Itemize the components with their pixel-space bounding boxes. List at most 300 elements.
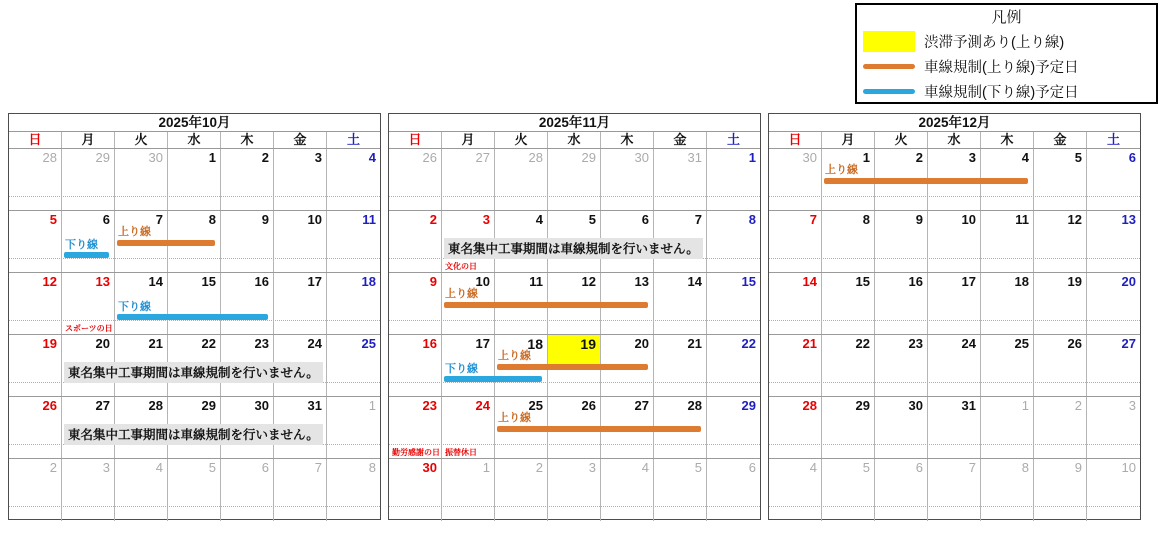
day-cell: [1087, 459, 1140, 521]
day-cell: [389, 335, 442, 396]
legend-items: [857, 29, 1156, 104]
lane-bar-label: 下り線: [64, 239, 98, 251]
date-number: 29: [855, 398, 870, 413]
date-number: 17: [961, 274, 976, 289]
date-number: 6: [641, 212, 649, 227]
day-cell: [9, 149, 62, 210]
lane-restriction-bar-up: [444, 302, 648, 308]
date-number: 30: [254, 398, 269, 413]
week-row: [769, 397, 1140, 459]
weekday-header-row: [769, 132, 1140, 149]
day-cell: [707, 335, 760, 396]
date-number: 1: [368, 398, 376, 413]
holiday-strip-divider: [769, 444, 1140, 445]
day-cell: [707, 211, 760, 272]
day-header-sun: 日: [389, 132, 442, 148]
month-title: 2025年12月: [769, 114, 1140, 132]
day-cell: [495, 459, 548, 521]
date-number: 3: [102, 460, 110, 475]
date-number: 14: [148, 274, 163, 289]
day-cell: [981, 335, 1034, 396]
day-cell: [769, 459, 822, 521]
day-cell: [707, 459, 760, 521]
day-cell: [601, 149, 654, 210]
date-number: 22: [201, 336, 216, 351]
day-cell: [1034, 335, 1087, 396]
holiday-note: 勤労感謝の日: [392, 448, 440, 457]
date-number: 1: [1021, 398, 1029, 413]
week-row: [389, 335, 760, 397]
congestion-swatch-icon: [863, 31, 915, 52]
day-cell: [654, 335, 707, 396]
lane-restriction-bar-up: [497, 426, 701, 432]
legend-title: 凡例: [991, 9, 1022, 26]
day-cell: [928, 459, 981, 521]
lane-bar-label: 下り線: [444, 363, 478, 375]
date-number: 26: [581, 398, 596, 413]
date-number: 12: [1067, 212, 1082, 227]
holiday-strip-divider: [9, 258, 380, 259]
day-cell: [168, 273, 221, 334]
day-cell: [769, 273, 822, 334]
day-cell: [707, 397, 760, 458]
date-number: 24: [961, 336, 976, 351]
week-row: [769, 211, 1140, 273]
day-cell: [875, 397, 928, 458]
week-cells: [389, 459, 760, 521]
day-cell: [654, 273, 707, 334]
day-cell: [548, 149, 601, 210]
date-number: 6: [102, 212, 110, 227]
day-cell: [928, 397, 981, 458]
day-cell: [981, 211, 1034, 272]
day-cell: [1034, 273, 1087, 334]
legend-item: [863, 79, 1156, 104]
date-number: 20: [634, 336, 649, 351]
day-cell: [981, 459, 1034, 521]
date-number: 26: [422, 150, 437, 165]
month-title: 2025年11月: [389, 114, 760, 132]
day-cell: [875, 273, 928, 334]
date-number: 17: [475, 336, 490, 351]
date-number: 29: [95, 150, 110, 165]
date-number: 2: [915, 150, 923, 165]
date-number: 16: [254, 274, 269, 289]
day-cell: [1034, 149, 1087, 210]
day-header-thu: 木: [221, 132, 274, 148]
notice-banner: 東名集中工事期間は車線規制を行いません。: [64, 424, 323, 445]
week-row: [389, 397, 760, 459]
date-number: 28: [42, 150, 57, 165]
date-number: 2: [429, 212, 437, 227]
lane-restriction-bar-down: [444, 376, 542, 382]
date-number: 18: [527, 336, 543, 352]
month-calendar: [8, 113, 381, 520]
holiday-strip-divider: [769, 196, 1140, 197]
week-cells: [769, 335, 1140, 396]
legend-item: [863, 54, 1156, 79]
day-header-sun: 日: [9, 132, 62, 148]
lane-bar-label: 上り線: [117, 226, 151, 238]
date-number: 6: [748, 460, 756, 475]
date-number: 15: [201, 274, 216, 289]
day-cell: [327, 211, 380, 272]
lane-restriction-bar-down: [117, 314, 268, 320]
lane-bar-label: 下り線: [117, 301, 151, 313]
day-cell: [62, 149, 115, 210]
day-cell: [221, 459, 274, 521]
week-row: [9, 211, 380, 273]
date-number: 28: [528, 150, 543, 165]
day-cell: [274, 149, 327, 210]
date-number: 10: [1121, 460, 1136, 475]
month-calendar: [768, 113, 1141, 520]
lane-restriction-bar-down: [64, 252, 109, 258]
date-number: 23: [908, 336, 923, 351]
week-cells: [9, 459, 380, 521]
date-number: 30: [422, 460, 437, 475]
holiday-strip-divider: [389, 196, 760, 197]
legend-item: [863, 29, 1156, 54]
day-cell: [1087, 211, 1140, 272]
week-row: [769, 459, 1140, 521]
weekday-header-row: [389, 132, 760, 149]
date-number: 13: [1121, 212, 1136, 227]
date-number: 28: [802, 398, 817, 413]
lane-bar-label: 上り線: [824, 164, 858, 176]
date-number: 16: [908, 274, 923, 289]
date-number: 4: [641, 460, 649, 475]
day-header-tue: 火: [875, 132, 928, 148]
day-cell: [822, 273, 875, 334]
date-number: 30: [908, 398, 923, 413]
day-cell: [981, 397, 1034, 458]
date-number: 10: [961, 212, 976, 227]
day-cell: [1087, 397, 1140, 458]
week-row: [9, 273, 380, 335]
date-number: 2: [1074, 398, 1082, 413]
date-number: 10: [307, 212, 322, 227]
week-row: [389, 459, 760, 521]
day-header-fri: 金: [1034, 132, 1087, 148]
day-cell: [9, 335, 62, 396]
day-header-tue: 火: [495, 132, 548, 148]
week-cells: [769, 211, 1140, 272]
day-header-thu: 木: [981, 132, 1034, 148]
day-cell: [875, 459, 928, 521]
day-cell: [389, 459, 442, 521]
day-cell: [62, 459, 115, 521]
date-number: 24: [475, 398, 490, 413]
day-cell: [601, 459, 654, 521]
date-number: 12: [581, 274, 596, 289]
week-row: [769, 273, 1140, 335]
date-number: 18: [1014, 274, 1029, 289]
date-number: 28: [148, 398, 163, 413]
date-number: 24: [307, 336, 322, 351]
date-number: 28: [687, 398, 702, 413]
week-row: [769, 335, 1140, 397]
date-number: 11: [529, 274, 543, 289]
date-number: 31: [687, 150, 702, 165]
date-number: 5: [49, 212, 57, 227]
day-cell: [822, 335, 875, 396]
date-number: 30: [148, 150, 163, 165]
month-title: 2025年10月: [9, 114, 380, 132]
day-cell: [221, 273, 274, 334]
legend-item-label: 車線規制(上り線)予定日: [924, 60, 1079, 76]
holiday-note: 文化の日: [444, 262, 477, 271]
date-number: 22: [855, 336, 870, 351]
date-number: 30: [802, 150, 817, 165]
day-cell: [274, 273, 327, 334]
day-header-sat: 土: [726, 132, 740, 147]
week-row: [389, 273, 760, 335]
day-header-fri: 金: [654, 132, 707, 148]
date-number: 5: [208, 460, 216, 475]
date-number: 9: [1074, 460, 1082, 475]
day-cell: [769, 335, 822, 396]
date-number: 1: [482, 460, 490, 475]
date-number: 29: [201, 398, 216, 413]
holiday-strip-divider: [389, 506, 760, 507]
date-number: 27: [95, 398, 110, 413]
week-row: [389, 149, 760, 211]
date-number: 19: [1067, 274, 1082, 289]
date-number: 2: [535, 460, 543, 475]
date-number: 6: [1128, 150, 1136, 165]
lane-bar-label: 上り線: [497, 350, 531, 362]
day-cell: [168, 459, 221, 521]
week-cells: [769, 273, 1140, 334]
day-cell: [654, 149, 707, 210]
date-number: 9: [429, 274, 437, 289]
date-number: 14: [802, 274, 817, 289]
day-cell: [769, 397, 822, 458]
day-header-sat: 土: [346, 132, 360, 147]
day-cell: [928, 273, 981, 334]
date-number: 21: [802, 336, 817, 351]
day-header-mon: 月: [62, 132, 115, 148]
date-number: 4: [535, 212, 543, 227]
date-number: 18: [361, 274, 376, 289]
date-number: 27: [1121, 336, 1136, 351]
holiday-strip-divider: [769, 320, 1140, 321]
day-header-sun: 日: [769, 132, 822, 148]
date-number: 22: [741, 336, 756, 351]
day-header-sat: 土: [1106, 132, 1120, 147]
date-number: 26: [42, 398, 57, 413]
date-number: 7: [968, 460, 976, 475]
up-line-swatch-icon: [863, 64, 915, 69]
date-number: 23: [422, 398, 437, 413]
date-number: 4: [368, 150, 376, 165]
date-number: 25: [528, 398, 543, 413]
holiday-strip-divider: [9, 196, 380, 197]
day-cell: [981, 273, 1034, 334]
day-cell: [9, 459, 62, 521]
week-row: [769, 149, 1140, 211]
lane-restriction-bar-up: [497, 364, 648, 370]
day-cell: [769, 211, 822, 272]
day-header-wed: 水: [548, 132, 601, 148]
date-number: 15: [741, 274, 756, 289]
date-number: 25: [361, 336, 376, 351]
date-number: 17: [307, 274, 322, 289]
date-number: 13: [95, 274, 110, 289]
day-cell: [327, 459, 380, 521]
day-cell: [9, 397, 62, 458]
date-number: 1: [862, 150, 870, 165]
holiday-note: スポーツの日: [64, 324, 113, 333]
date-number: 20: [1121, 274, 1136, 289]
day-cell: [1034, 397, 1087, 458]
date-number: 2: [261, 150, 269, 165]
day-cell: [548, 459, 601, 521]
day-cell: [9, 211, 62, 272]
week-cells: [769, 397, 1140, 458]
date-number: 27: [475, 150, 490, 165]
day-cell: [221, 149, 274, 210]
date-number: 20: [95, 336, 110, 351]
holiday-strip-divider: [389, 444, 760, 445]
date-number: 8: [368, 460, 376, 475]
date-number: 6: [915, 460, 923, 475]
day-cell: [1034, 459, 1087, 521]
day-cell: [9, 273, 62, 334]
holiday-strip-divider: [389, 320, 760, 321]
date-number: 21: [148, 336, 163, 351]
lane-restriction-bar-up: [117, 240, 215, 246]
week-row: [389, 211, 760, 273]
day-cell: [875, 335, 928, 396]
date-number: 4: [1021, 150, 1029, 165]
week-row: [9, 397, 380, 459]
date-number: 31: [307, 398, 322, 413]
date-number: 7: [314, 460, 322, 475]
legend-item-label: 渋滞予測あり(上り線): [924, 35, 1065, 51]
week-cells: [9, 149, 380, 210]
day-cell: [707, 273, 760, 334]
date-number: 5: [588, 212, 596, 227]
date-number: 9: [261, 212, 269, 227]
day-cell: [389, 149, 442, 210]
date-number: 12: [42, 274, 57, 289]
day-cell: [221, 211, 274, 272]
day-cell: [1087, 273, 1140, 334]
lane-bar-label: 上り線: [444, 288, 478, 300]
down-line-swatch-icon: [863, 89, 915, 94]
notice-banner: 東名集中工事期間は車線規制を行いません。: [444, 238, 703, 259]
date-number: 5: [1074, 150, 1082, 165]
day-cell: [327, 273, 380, 334]
date-number: 4: [155, 460, 163, 475]
day-header-thu: 木: [601, 132, 654, 148]
day-cell: [274, 211, 327, 272]
day-cell: [115, 459, 168, 521]
date-number: 7: [155, 212, 163, 227]
legend-box: [855, 3, 1158, 104]
day-cell: [442, 459, 495, 521]
day-cell: [389, 273, 442, 334]
date-number: 1: [208, 150, 216, 165]
date-number: 29: [741, 398, 756, 413]
date-number: 3: [314, 150, 322, 165]
day-cell: [769, 149, 822, 210]
month-calendar: [388, 113, 761, 520]
week-row: [9, 459, 380, 521]
day-header-mon: 月: [822, 132, 875, 148]
date-number: 3: [968, 150, 976, 165]
date-number: 15: [855, 274, 870, 289]
date-number: 2: [49, 460, 57, 475]
date-number: 10: [475, 274, 490, 289]
date-number: 7: [809, 212, 817, 227]
day-cell: [822, 397, 875, 458]
day-cell: [389, 211, 442, 272]
holiday-strip-divider: [769, 506, 1140, 507]
day-cell: [274, 459, 327, 521]
day-header-wed: 水: [928, 132, 981, 148]
date-number: 8: [208, 212, 216, 227]
day-header-wed: 水: [168, 132, 221, 148]
weekday-header-row: [9, 132, 380, 149]
date-number: 8: [862, 212, 870, 227]
holiday-strip-divider: [9, 320, 380, 321]
date-number: 8: [1021, 460, 1029, 475]
day-cell: [928, 211, 981, 272]
day-cell: [327, 397, 380, 458]
week-row: [9, 149, 380, 211]
week-row: [9, 335, 380, 397]
legend-item-label: 車線規制(下り線)予定日: [924, 85, 1079, 101]
date-number: 21: [687, 336, 702, 351]
date-number: 27: [634, 398, 649, 413]
day-cell: [327, 335, 380, 396]
notice-banner: 東名集中工事期間は車線規制を行いません。: [64, 362, 323, 383]
day-cell: [495, 149, 548, 210]
day-cell: [327, 149, 380, 210]
date-number: 30: [634, 150, 649, 165]
date-number: 11: [1015, 212, 1029, 227]
day-header-fri: 金: [274, 132, 327, 148]
date-number: 5: [862, 460, 870, 475]
day-cell: [1087, 335, 1140, 396]
date-number: 29: [581, 150, 596, 165]
lane-bar-label: 上り線: [497, 412, 531, 424]
day-cell: [822, 211, 875, 272]
holiday-strip-divider: [769, 258, 1140, 259]
day-cell: [442, 149, 495, 210]
holiday-note: 振替休日: [444, 448, 477, 457]
date-number: 5: [694, 460, 702, 475]
week-cells: [389, 149, 760, 210]
date-number: 3: [1128, 398, 1136, 413]
date-number: 11: [362, 212, 376, 227]
date-number: 3: [482, 212, 490, 227]
date-number: 16: [422, 336, 437, 351]
date-number: 25: [1014, 336, 1029, 351]
date-number: 23: [254, 336, 269, 351]
day-cell: [875, 211, 928, 272]
date-number: 13: [634, 274, 649, 289]
date-number: 19: [42, 336, 57, 351]
day-cell: [168, 149, 221, 210]
holiday-strip-divider: [769, 382, 1140, 383]
date-number: 14: [687, 274, 702, 289]
lane-restriction-bar-up: [824, 178, 1028, 184]
date-number: 3: [588, 460, 596, 475]
